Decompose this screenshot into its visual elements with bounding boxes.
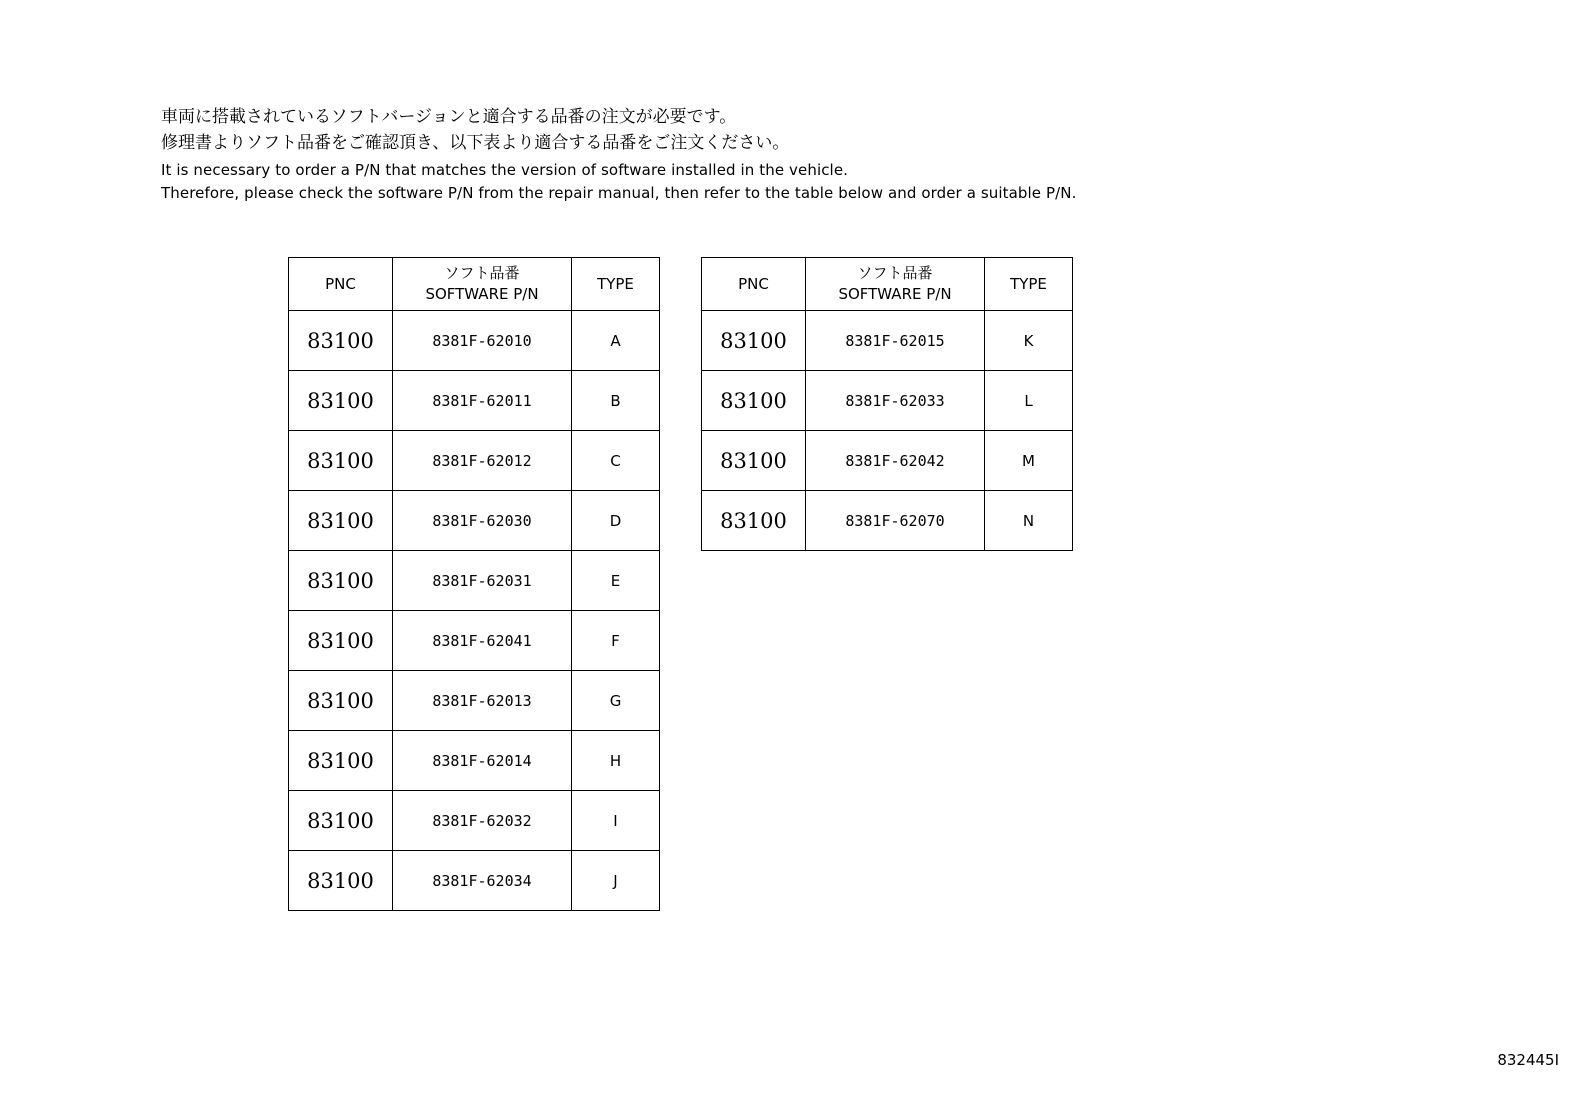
table-row <box>702 371 1073 431</box>
pnc-cell: 83100 <box>289 491 393 551</box>
type-cell: F <box>572 611 660 671</box>
software-pn-cell: 8381F-62032 <box>393 791 572 851</box>
type-cell: J <box>572 851 660 911</box>
pnc-cell: 83100 <box>702 431 806 491</box>
software-pn-cell: 8381F-62015 <box>806 311 985 371</box>
header-type: TYPE <box>985 258 1073 311</box>
type-cell: K <box>985 311 1073 371</box>
header-type: TYPE <box>572 258 660 311</box>
illustration-number: 832445I <box>1497 1051 1559 1069</box>
table-row <box>289 311 660 371</box>
note-en-line-1: It is necessary to order a P/N that matches the version of software installed in the vehicle. <box>161 161 849 179</box>
table-header-row <box>702 258 1073 311</box>
note-en-line-2: Therefore, please check the software P/N from the repair manual, then refer to the table below and order a suitable P/N. <box>161 184 1077 202</box>
table-row <box>702 431 1073 491</box>
software-pn-cell: 8381F-62070 <box>806 491 985 551</box>
pnc-cell: 83100 <box>289 311 393 371</box>
note-jp-line-1: 車両に搭載されているソフトバージョンと適合する品番の注文が必要です。 <box>161 107 737 127</box>
header-pnc: PNC <box>702 258 806 311</box>
type-cell: H <box>572 731 660 791</box>
header-pnc: PNC <box>289 258 393 311</box>
type-cell: B <box>572 371 660 431</box>
table-row <box>289 491 660 551</box>
type-cell: L <box>985 371 1073 431</box>
table-row <box>702 491 1073 551</box>
software-pn-cell: 8381F-62042 <box>806 431 985 491</box>
pnc-cell: 83100 <box>289 671 393 731</box>
header-software-en: SOFTWARE P/N <box>838 285 952 303</box>
table-row <box>289 371 660 431</box>
pnc-cell: 83100 <box>289 611 393 671</box>
table-row <box>289 611 660 671</box>
header-software-en: SOFTWARE P/N <box>425 285 539 303</box>
software-pn-cell: 8381F-62011 <box>393 371 572 431</box>
pnc-cell: 83100 <box>702 371 806 431</box>
type-cell: C <box>572 431 660 491</box>
note-jp-line-2: 修理書よりソフト品番をご確認頂き、以下表より適合する品番をご注文ください。 <box>161 133 790 153</box>
software-pn-cell: 8381F-62034 <box>393 851 572 911</box>
header-software-pn <box>806 258 985 311</box>
pnc-cell: 83100 <box>289 731 393 791</box>
header-software-pn <box>393 258 572 311</box>
software-pn-cell: 8381F-62031 <box>393 551 572 611</box>
type-cell: N <box>985 491 1073 551</box>
software-pn-cell: 8381F-62033 <box>806 371 985 431</box>
header-software-jp: ソフト品番 <box>444 264 520 282</box>
table-row <box>289 671 660 731</box>
software-table-right <box>701 257 1073 551</box>
software-pn-cell: 8381F-62013 <box>393 671 572 731</box>
software-pn-cell: 8381F-62010 <box>393 311 572 371</box>
type-cell: G <box>572 671 660 731</box>
software-pn-cell: 8381F-62012 <box>393 431 572 491</box>
software-pn-cell: 8381F-62030 <box>393 491 572 551</box>
type-cell: D <box>572 491 660 551</box>
pnc-cell: 83100 <box>289 551 393 611</box>
pnc-cell: 83100 <box>289 851 393 911</box>
software-pn-cell: 8381F-62014 <box>393 731 572 791</box>
header-software-jp: ソフト品番 <box>857 264 933 282</box>
software-pn-cell: 8381F-62041 <box>393 611 572 671</box>
pnc-cell: 83100 <box>702 311 806 371</box>
pnc-cell: 83100 <box>289 371 393 431</box>
software-table-left <box>288 257 660 911</box>
type-cell: E <box>572 551 660 611</box>
pnc-cell: 83100 <box>289 431 393 491</box>
instruction-notes <box>161 104 1077 205</box>
table-row <box>289 851 660 911</box>
table-row <box>289 551 660 611</box>
table-row <box>702 311 1073 371</box>
type-cell: A <box>572 311 660 371</box>
table-row <box>289 431 660 491</box>
type-cell: I <box>572 791 660 851</box>
table-row <box>289 731 660 791</box>
table-row <box>289 791 660 851</box>
pnc-cell: 83100 <box>289 791 393 851</box>
pnc-cell: 83100 <box>702 491 806 551</box>
type-cell: M <box>985 431 1073 491</box>
table-header-row <box>289 258 660 311</box>
